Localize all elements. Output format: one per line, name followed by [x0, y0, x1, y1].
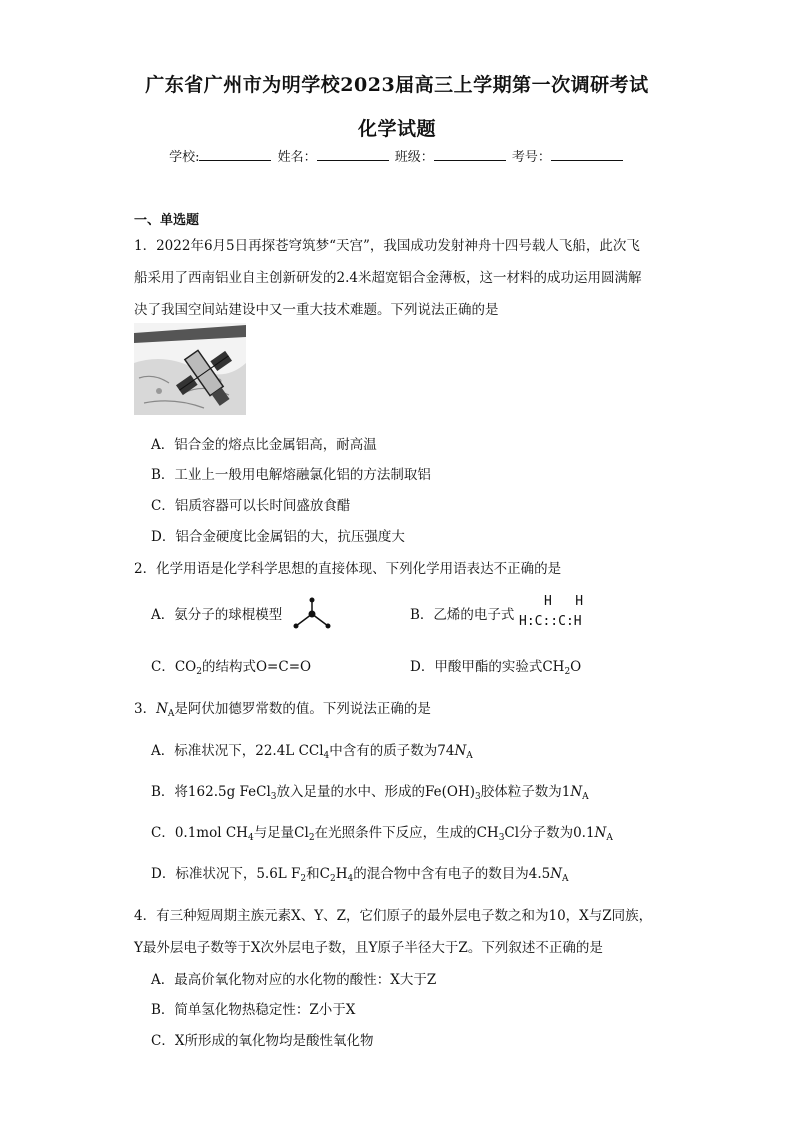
- exam-subtitle: 化学试题: [357, 118, 436, 140]
- q3-d-text1: D．标准状况下，5.6L F: [151, 866, 301, 882]
- q1-stem-line2: 船采用了西南铝业自主创新研发的2.4米超宽铝合金薄板，这一材料的成功运用圆满解: [134, 270, 642, 286]
- q3-b-text2: 放入足量的水中、形成的Fe(OH): [276, 784, 476, 800]
- q2-d-prefix: D．甲酸甲酯的实验式: [410, 659, 543, 675]
- q3-c-sub: 4: [247, 833, 254, 843]
- q1-option-b: B．工业上一般用电解熔融氯化铝的方法制取铝: [151, 467, 431, 483]
- q1-option-c: C．铝质容器可以长时间盛放食醋: [151, 498, 351, 514]
- q3-c-text3: 在光照条件下反应，生成的CH: [314, 825, 499, 841]
- id-label: 考号：: [511, 150, 551, 165]
- q2-option-a: A．氨分子的球棍模型: [151, 607, 283, 623]
- q2-d-formula: CH: [542, 659, 565, 675]
- id-blank[interactable]: [551, 148, 623, 161]
- na-sub: A: [606, 833, 613, 843]
- q3-option-c: [151, 821, 613, 843]
- na-symbol: N: [156, 701, 168, 717]
- class-label: 班级：: [394, 150, 434, 165]
- q2-option-c: [151, 655, 311, 677]
- na-symbol: N: [594, 825, 607, 841]
- q2-c-prefix: C．: [151, 659, 175, 675]
- q2-d-formula2: O: [570, 659, 582, 675]
- name-label: 姓名：: [277, 150, 317, 165]
- q2-stem: 2．化学用语是化学科学思想的直接体现、下列化学用语表达不正确的是: [134, 561, 562, 577]
- ethylene-lewis-structure: [519, 594, 619, 636]
- q3-d-sub: 2: [300, 874, 307, 884]
- na-sub: A: [466, 751, 473, 761]
- q2-option-b: B．乙烯的电子式: [410, 607, 515, 623]
- school-blank[interactable]: [199, 148, 271, 161]
- lewis-top-h: H H: [544, 594, 584, 609]
- q3-option-b: [151, 780, 589, 802]
- q3-number: 3．: [134, 701, 157, 717]
- q4-option-c: C．X所形成的氧化物均是酸性氧化物: [151, 1033, 374, 1049]
- q3-c-text4: Cl分子数为0.1: [504, 825, 595, 841]
- q3-c-text1: C．0.1mol CH: [151, 825, 248, 841]
- section-heading: 一、单选题: [134, 213, 200, 228]
- q2-c-sub: 2: [196, 667, 202, 677]
- school-label: 学校:: [169, 150, 200, 165]
- q1-stem-line1: 1．2022年6月5日再探苍穹筑梦“天宫”，我国成功发射神舟十四号载人飞船，此次飞: [134, 238, 640, 254]
- q3-option-a: [151, 739, 473, 761]
- q3-b-sub: 3: [270, 792, 277, 802]
- class-blank[interactable]: [434, 148, 506, 161]
- q4-stem-line1: 4．有三种短周期主族元素X、Y、Z，它们原子的最外层电子数之和为10，X与Z同族，: [134, 908, 653, 924]
- exam-title: 广东省广州市为明学校2023届高三上学期第一次调研考试: [145, 74, 649, 96]
- q3-a-text2: 中含有的质子数为74: [329, 743, 455, 759]
- q3-c-text2: 与足量Cl: [253, 825, 309, 841]
- q3-stem-text: 是阿伏加德罗常数的值。下列说法正确的是: [174, 701, 431, 717]
- ammonia-ball-stick-model: [292, 597, 332, 631]
- lewis-main: H:C::C:H: [519, 614, 582, 629]
- q3-a-sub: 4: [323, 751, 330, 761]
- q3-d-text2: 和C: [306, 866, 330, 882]
- na-sub: A: [582, 792, 589, 802]
- q3-b-sub2: 3: [475, 792, 481, 802]
- q1-option-a: A．铝合金的熔点比金属铝高，耐高温: [151, 437, 377, 453]
- na-symbol: N: [550, 866, 563, 882]
- name-blank[interactable]: [317, 148, 389, 161]
- q3-c-sub3: 3: [498, 833, 505, 843]
- q3-b-text3: 胶体粒子数为1: [480, 784, 571, 800]
- q2-c-text: 的结构式O=C=O: [201, 659, 312, 675]
- na-symbol: N: [570, 784, 583, 800]
- q3-a-text1: A．标准状况下，22.4L CCl: [151, 743, 324, 759]
- na-sub: A: [167, 709, 175, 719]
- q3-c-sub2: 2: [308, 833, 315, 843]
- q3-b-text1: B．将162.5g FeCl: [151, 784, 271, 800]
- student-info-row: [0, 146, 794, 165]
- q2-d-sub: 2: [564, 667, 571, 677]
- q1-stem-line3: 决了我国空间站建设中又一重大技术难题。下列说法正确的是: [134, 302, 499, 318]
- na-sub: A: [562, 874, 569, 884]
- q3-d-text4: 的混合物中含有电子的数目为4.5: [353, 866, 551, 882]
- q2-c-formula: CO: [174, 659, 197, 675]
- q3-d-sub2: 2: [330, 874, 336, 884]
- q3-d-text3: H: [335, 866, 348, 882]
- q3-stem: [134, 697, 431, 719]
- space-station-image: [134, 323, 246, 415]
- q4-stem-line2: Y最外层电子数等于X次外层电子数，且Y原子半径大于Z。下列叙述不正确的是: [134, 940, 603, 956]
- q3-d-sub3: 4: [347, 874, 354, 884]
- q1-option-d: D．铝合金硬度比金属铝的大，抗压强度大: [151, 529, 405, 545]
- q4-option-a: A．最高价氧化物对应的水化物的酸性：X大于Z: [151, 972, 437, 988]
- na-symbol: N: [454, 743, 467, 759]
- q3-option-d: [151, 862, 569, 884]
- q4-option-b: B．简单氢化物热稳定性：Z小于X: [151, 1002, 356, 1018]
- q2-option-d: [410, 655, 581, 677]
